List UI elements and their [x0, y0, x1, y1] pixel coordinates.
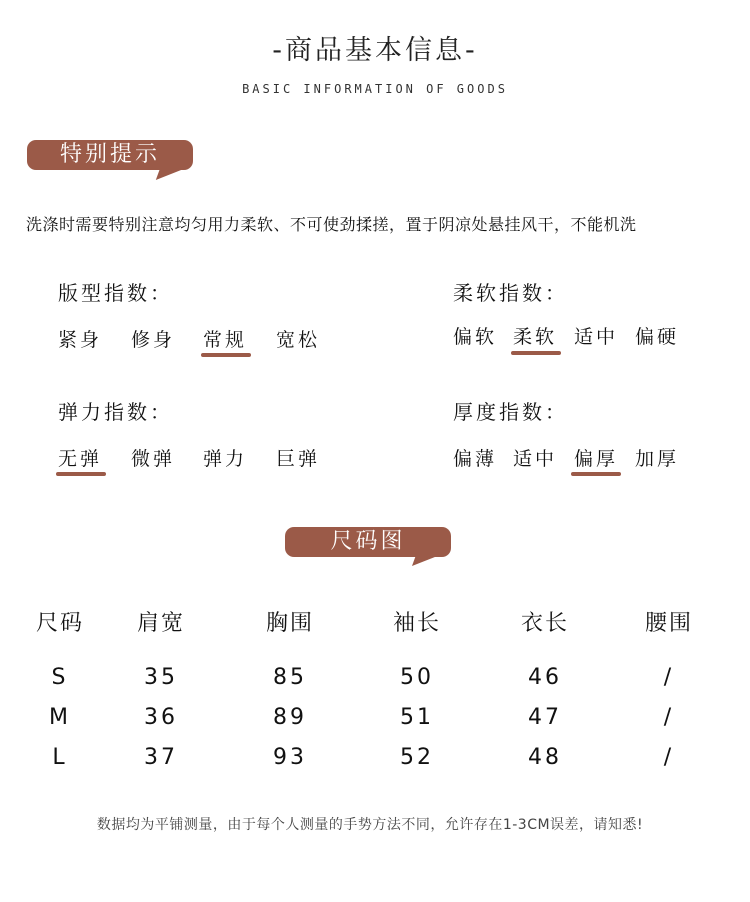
size-cell: 47	[528, 705, 562, 730]
size-cell: 48	[528, 745, 562, 770]
softness-selected-underline	[511, 351, 561, 355]
elasticity-index-title: 弹力指数：	[58, 400, 173, 424]
notice-tag	[27, 140, 193, 170]
thickness-option: 偏薄	[453, 448, 498, 470]
size-cell: S	[51, 665, 69, 690]
size-chart-tag-label: 尺码图	[330, 529, 406, 554]
size-cell: 35	[144, 665, 178, 690]
size-cell: 52	[400, 745, 434, 770]
size-cell: 36	[144, 705, 178, 730]
size-header: 腰围	[644, 611, 693, 636]
size-header: 尺码	[35, 611, 84, 636]
size-cell: 46	[528, 665, 562, 690]
fit-option-selected: 常规	[203, 329, 248, 351]
elasticity-option: 巨弹	[276, 448, 321, 470]
softness-option-selected: 柔软	[513, 326, 558, 348]
size-cell: 93	[273, 745, 307, 770]
page-title: -商品基本信息-	[272, 35, 478, 66]
size-cell: /	[663, 705, 675, 730]
fit-option: 修身	[131, 329, 176, 351]
size-cell: M	[49, 705, 71, 730]
size-cell: /	[663, 745, 675, 770]
thickness-option-selected: 偏厚	[574, 448, 619, 470]
size-cell: 89	[273, 705, 307, 730]
softness-option: 适中	[574, 326, 619, 348]
thickness-selected-underline	[571, 472, 621, 476]
notice-tag-label: 特别提示	[59, 142, 160, 167]
thickness-index-title: 厚度指数：	[453, 400, 568, 424]
elasticity-option-selected: 无弹	[58, 448, 103, 470]
elasticity-selected-underline	[56, 472, 106, 476]
softness-index-title: 柔软指数：	[453, 281, 568, 305]
elasticity-option: 弹力	[203, 448, 248, 470]
softness-option: 偏软	[453, 326, 498, 348]
fit-selected-underline	[201, 353, 251, 357]
fit-option: 宽松	[276, 329, 321, 351]
size-cell: 51	[400, 705, 434, 730]
fit-index-title: 版型指数：	[58, 281, 173, 305]
size-cell: 85	[273, 665, 307, 690]
size-header: 袖长	[392, 611, 441, 636]
elasticity-option: 微弹	[131, 448, 176, 470]
fit-option: 紧身	[58, 329, 103, 351]
thickness-option: 加厚	[635, 448, 680, 470]
size-cell: /	[663, 665, 675, 690]
size-cell: L	[52, 745, 68, 770]
thickness-option: 适中	[513, 448, 558, 470]
size-chart-tag-tail	[412, 555, 440, 566]
size-cell: 50	[400, 665, 434, 690]
size-header: 衣长	[520, 611, 569, 636]
size-header: 胸围	[265, 611, 314, 636]
notice-tag-tail	[156, 168, 186, 180]
softness-option: 偏硬	[635, 326, 680, 348]
measurement-note: 数据均为平铺测量，由于每个人测量的手势方法不同，允许存在1-3CM误差，请知悉!	[96, 817, 644, 833]
care-instructions: 洗涤时需要特别注意均匀用力柔软、不可使劲揉搓，置于阴凉处悬挂风干，不能机洗	[26, 215, 637, 234]
size-header: 肩宽	[136, 611, 185, 636]
size-cell: 37	[144, 745, 178, 770]
page-subtitle: BASIC INFORMATION OF GOODS	[242, 82, 508, 96]
size-chart-tag	[285, 527, 451, 557]
